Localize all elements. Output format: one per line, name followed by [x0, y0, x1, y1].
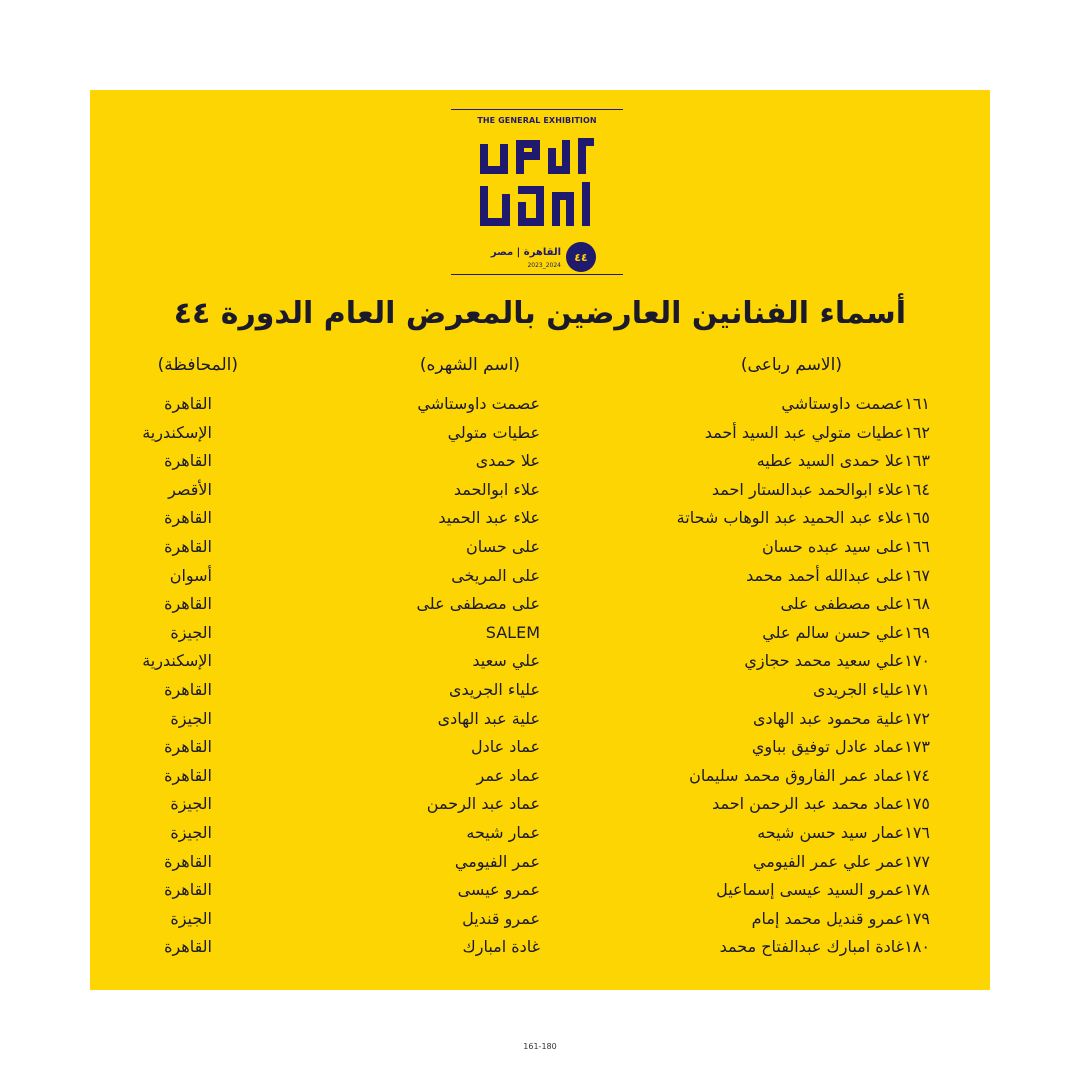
- row-full-name: عمر علي عمر الفيومي: [752, 851, 904, 871]
- row-governorate: الأقصر: [168, 479, 212, 499]
- row-known-as: عمرو عيسى: [457, 880, 540, 900]
- row-known-as: علا حمدى: [475, 451, 540, 471]
- row-full-name: على عبدالله أحمد محمد: [746, 565, 904, 585]
- row-governorate: القاهرة: [164, 594, 212, 614]
- row-full-name: علاء ابوالحمد عبدالستار احمد: [711, 479, 904, 499]
- row-number: ١٧٦: [904, 823, 930, 842]
- row-full-name: على مصطفى على: [780, 594, 904, 614]
- row-full-name: غادة امبارك عبدالفتاح محمد: [719, 937, 904, 957]
- row-number: ١٧٢: [904, 708, 930, 728]
- row-number: ١٦٥: [904, 508, 930, 528]
- row-full-name: عمار سيد حسن شيحه: [757, 823, 904, 842]
- row-known-as: عمرو قنديل: [462, 908, 540, 928]
- row-full-name: عصمت داوستاشي: [781, 394, 904, 413]
- row-governorate: القاهرة: [164, 451, 212, 471]
- logo-city: القاهرة | مصر: [490, 247, 561, 258]
- edition-badge: ٤٤: [566, 242, 596, 272]
- row-known-as: علاء عبد الحميد: [438, 508, 540, 528]
- row-governorate: القاهرة: [164, 737, 212, 757]
- row-number: ١٧٥: [904, 794, 930, 814]
- row-full-name: على سيد عبده حسان: [761, 537, 904, 556]
- row-full-name: عطيات متولي عبد السيد أحمد: [704, 422, 904, 442]
- row-number: ١٦٧: [904, 565, 930, 585]
- row-governorate: القاهرة: [164, 880, 212, 900]
- row-known-as: على المريخى: [451, 565, 540, 585]
- row-full-name: عمرو قنديل محمد إمام: [751, 908, 904, 928]
- logo-calligraphy-mark: [480, 138, 594, 228]
- row-governorate: الجيزة: [170, 794, 212, 814]
- page-title: أسماء الفنانين العارضين بالمعرض العام الدورة ٤٤: [173, 296, 906, 331]
- row-full-name: عماد محمد عبد الرحمن احمد: [712, 794, 904, 814]
- row-governorate: القاهرة: [164, 508, 212, 528]
- row-known-as: على مصطفى على: [416, 594, 540, 614]
- row-governorate: أسوان: [169, 565, 212, 585]
- row-number: ١٦٢: [904, 422, 930, 442]
- header-full-name: (الاسم رباعى): [740, 355, 842, 375]
- row-governorate: الإسكندرية: [142, 422, 212, 442]
- row-full-name: علي سعيد محمد حجازي: [744, 651, 904, 671]
- row-number: ١٧٧: [904, 851, 930, 871]
- row-governorate: القاهرة: [164, 765, 212, 785]
- row-number: ١٦٦: [904, 537, 930, 556]
- row-number: ١٧٩: [904, 908, 930, 928]
- row-full-name: عماد عمر الفاروق محمد سليمان: [689, 765, 904, 785]
- header-known-as: (اسم الشهره): [419, 355, 520, 375]
- row-full-name: علا حمدى السيد عطيه: [756, 451, 904, 471]
- logo-english-title: THE GENERAL EXHIBITION: [477, 116, 597, 125]
- row-known-as: عصمت داوستاشي: [417, 394, 540, 413]
- row-number: ١٧٤: [904, 765, 930, 785]
- row-known-as: عماد عادل: [470, 737, 540, 757]
- row-known-as: علية عبد الهادى: [437, 708, 540, 728]
- row-governorate: القاهرة: [164, 394, 212, 413]
- row-governorate: القاهرة: [164, 851, 212, 871]
- row-full-name: عماد عادل توفيق بباوي: [751, 737, 904, 757]
- row-governorate: الجيزة: [170, 622, 212, 642]
- row-number: ١٧٨: [904, 880, 930, 900]
- row-known-as: علي سعيد: [472, 651, 540, 671]
- row-known-as: علياء الجريدى: [448, 680, 540, 699]
- header-governorate: (المحافظة): [157, 355, 238, 375]
- row-governorate: القاهرة: [164, 680, 212, 699]
- row-number: ١٧٠: [904, 651, 930, 671]
- row-number: ١٦١: [904, 394, 930, 413]
- row-number: ١٦٣: [904, 451, 930, 471]
- row-governorate: الجيزة: [170, 708, 212, 728]
- row-known-as: غادة امبارك: [462, 937, 540, 957]
- row-full-name: عمرو السيد عيسى إسماعيل: [716, 880, 904, 900]
- row-known-as: علاء ابوالحمد: [453, 479, 540, 499]
- row-number: ١٦٨: [904, 594, 930, 614]
- row-number: ١٧٣: [904, 737, 930, 757]
- logo-bottom-rule: [451, 274, 623, 275]
- row-number: ١٨٠: [904, 937, 930, 957]
- row-full-name: علي حسن سالم علي: [762, 622, 904, 642]
- exhibition-logo: [451, 108, 623, 276]
- row-governorate: القاهرة: [164, 537, 212, 556]
- logo-top-rule: [451, 109, 623, 110]
- row-full-name: علاء عبد الحميد عبد الوهاب شحاتة: [676, 508, 904, 528]
- row-known-as: عمار شيحه: [466, 823, 540, 842]
- row-known-as: عمر الفيومي: [454, 851, 540, 871]
- row-number: ١٧١: [904, 680, 930, 699]
- row-governorate: القاهرة: [164, 937, 212, 957]
- row-full-name: علية محمود عبد الهادى: [752, 708, 904, 728]
- row-governorate: الإسكندرية: [142, 651, 212, 671]
- row-known-as: SALEM: [485, 622, 540, 642]
- row-known-as: عطيات متولي: [447, 422, 540, 442]
- yellow-panel: [90, 90, 990, 990]
- logo-years: 2023_2024: [527, 262, 561, 269]
- row-governorate: الجيزة: [170, 908, 212, 928]
- row-full-name: علياء الجريدى: [812, 680, 904, 699]
- row-known-as: على حسان: [465, 537, 540, 556]
- page-range-footer: 161-180: [523, 1042, 557, 1051]
- row-governorate: الجيزة: [170, 823, 212, 842]
- row-number: ١٦٩: [904, 622, 930, 642]
- row-known-as: عماد عبد الرحمن: [426, 794, 540, 814]
- row-known-as: عماد عمر: [476, 765, 540, 785]
- row-number: ١٦٤: [904, 479, 930, 499]
